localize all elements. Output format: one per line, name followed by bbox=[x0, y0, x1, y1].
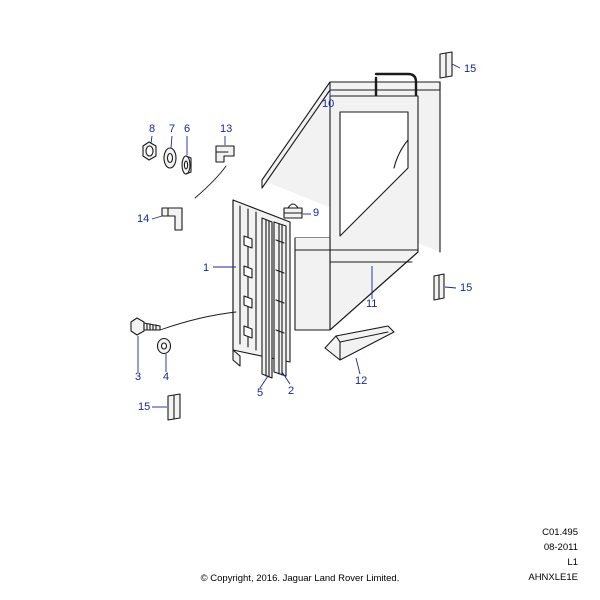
part-14-bracket bbox=[162, 208, 182, 230]
callout-10: 10 bbox=[322, 98, 335, 110]
callout-15-b: 15 bbox=[460, 282, 473, 294]
callout-6: 6 bbox=[184, 123, 191, 135]
callout-13: 13 bbox=[220, 123, 233, 135]
part-3-bolt bbox=[131, 318, 160, 335]
drawing-variant: L1 bbox=[567, 557, 578, 568]
part-8-nut bbox=[143, 142, 156, 160]
callout-15-c: 15 bbox=[138, 401, 151, 413]
part-9-clip bbox=[284, 204, 302, 218]
part-6-bush bbox=[182, 156, 191, 174]
part-15-pad-b bbox=[434, 274, 444, 300]
drawing-code: AHNXLE1E bbox=[528, 572, 578, 583]
copyright-notice: © Copyright, 2016. Jaguar Land Rover Limited. bbox=[200, 573, 400, 584]
callout-11: 11 bbox=[366, 298, 378, 310]
callout-15-a: 15 bbox=[464, 63, 477, 75]
part-13-bracket bbox=[216, 146, 234, 162]
callout-4: 4 bbox=[163, 371, 170, 383]
callout-14: 14 bbox=[137, 213, 150, 225]
part-2-channel-strip bbox=[274, 222, 286, 376]
part-12-bracket bbox=[325, 326, 394, 360]
part-15-pad-c bbox=[168, 394, 180, 420]
callout-7: 7 bbox=[169, 123, 176, 135]
callout-8: 8 bbox=[149, 123, 156, 135]
part-5-channel-strip bbox=[262, 218, 272, 378]
callout-2: 2 bbox=[288, 385, 295, 397]
callout-5: 5 bbox=[257, 387, 264, 399]
callout-9: 9 bbox=[313, 207, 320, 219]
callout-12: 12 bbox=[355, 375, 368, 387]
drawing-number: C01.495 bbox=[542, 527, 578, 538]
callout-3: 3 bbox=[135, 371, 142, 383]
part-15-pad-a bbox=[440, 52, 452, 78]
drawing-date: 08-2011 bbox=[543, 542, 578, 553]
part-7-washer bbox=[164, 148, 176, 168]
part-4-washer bbox=[158, 339, 171, 354]
callout-1: 1 bbox=[203, 262, 210, 274]
